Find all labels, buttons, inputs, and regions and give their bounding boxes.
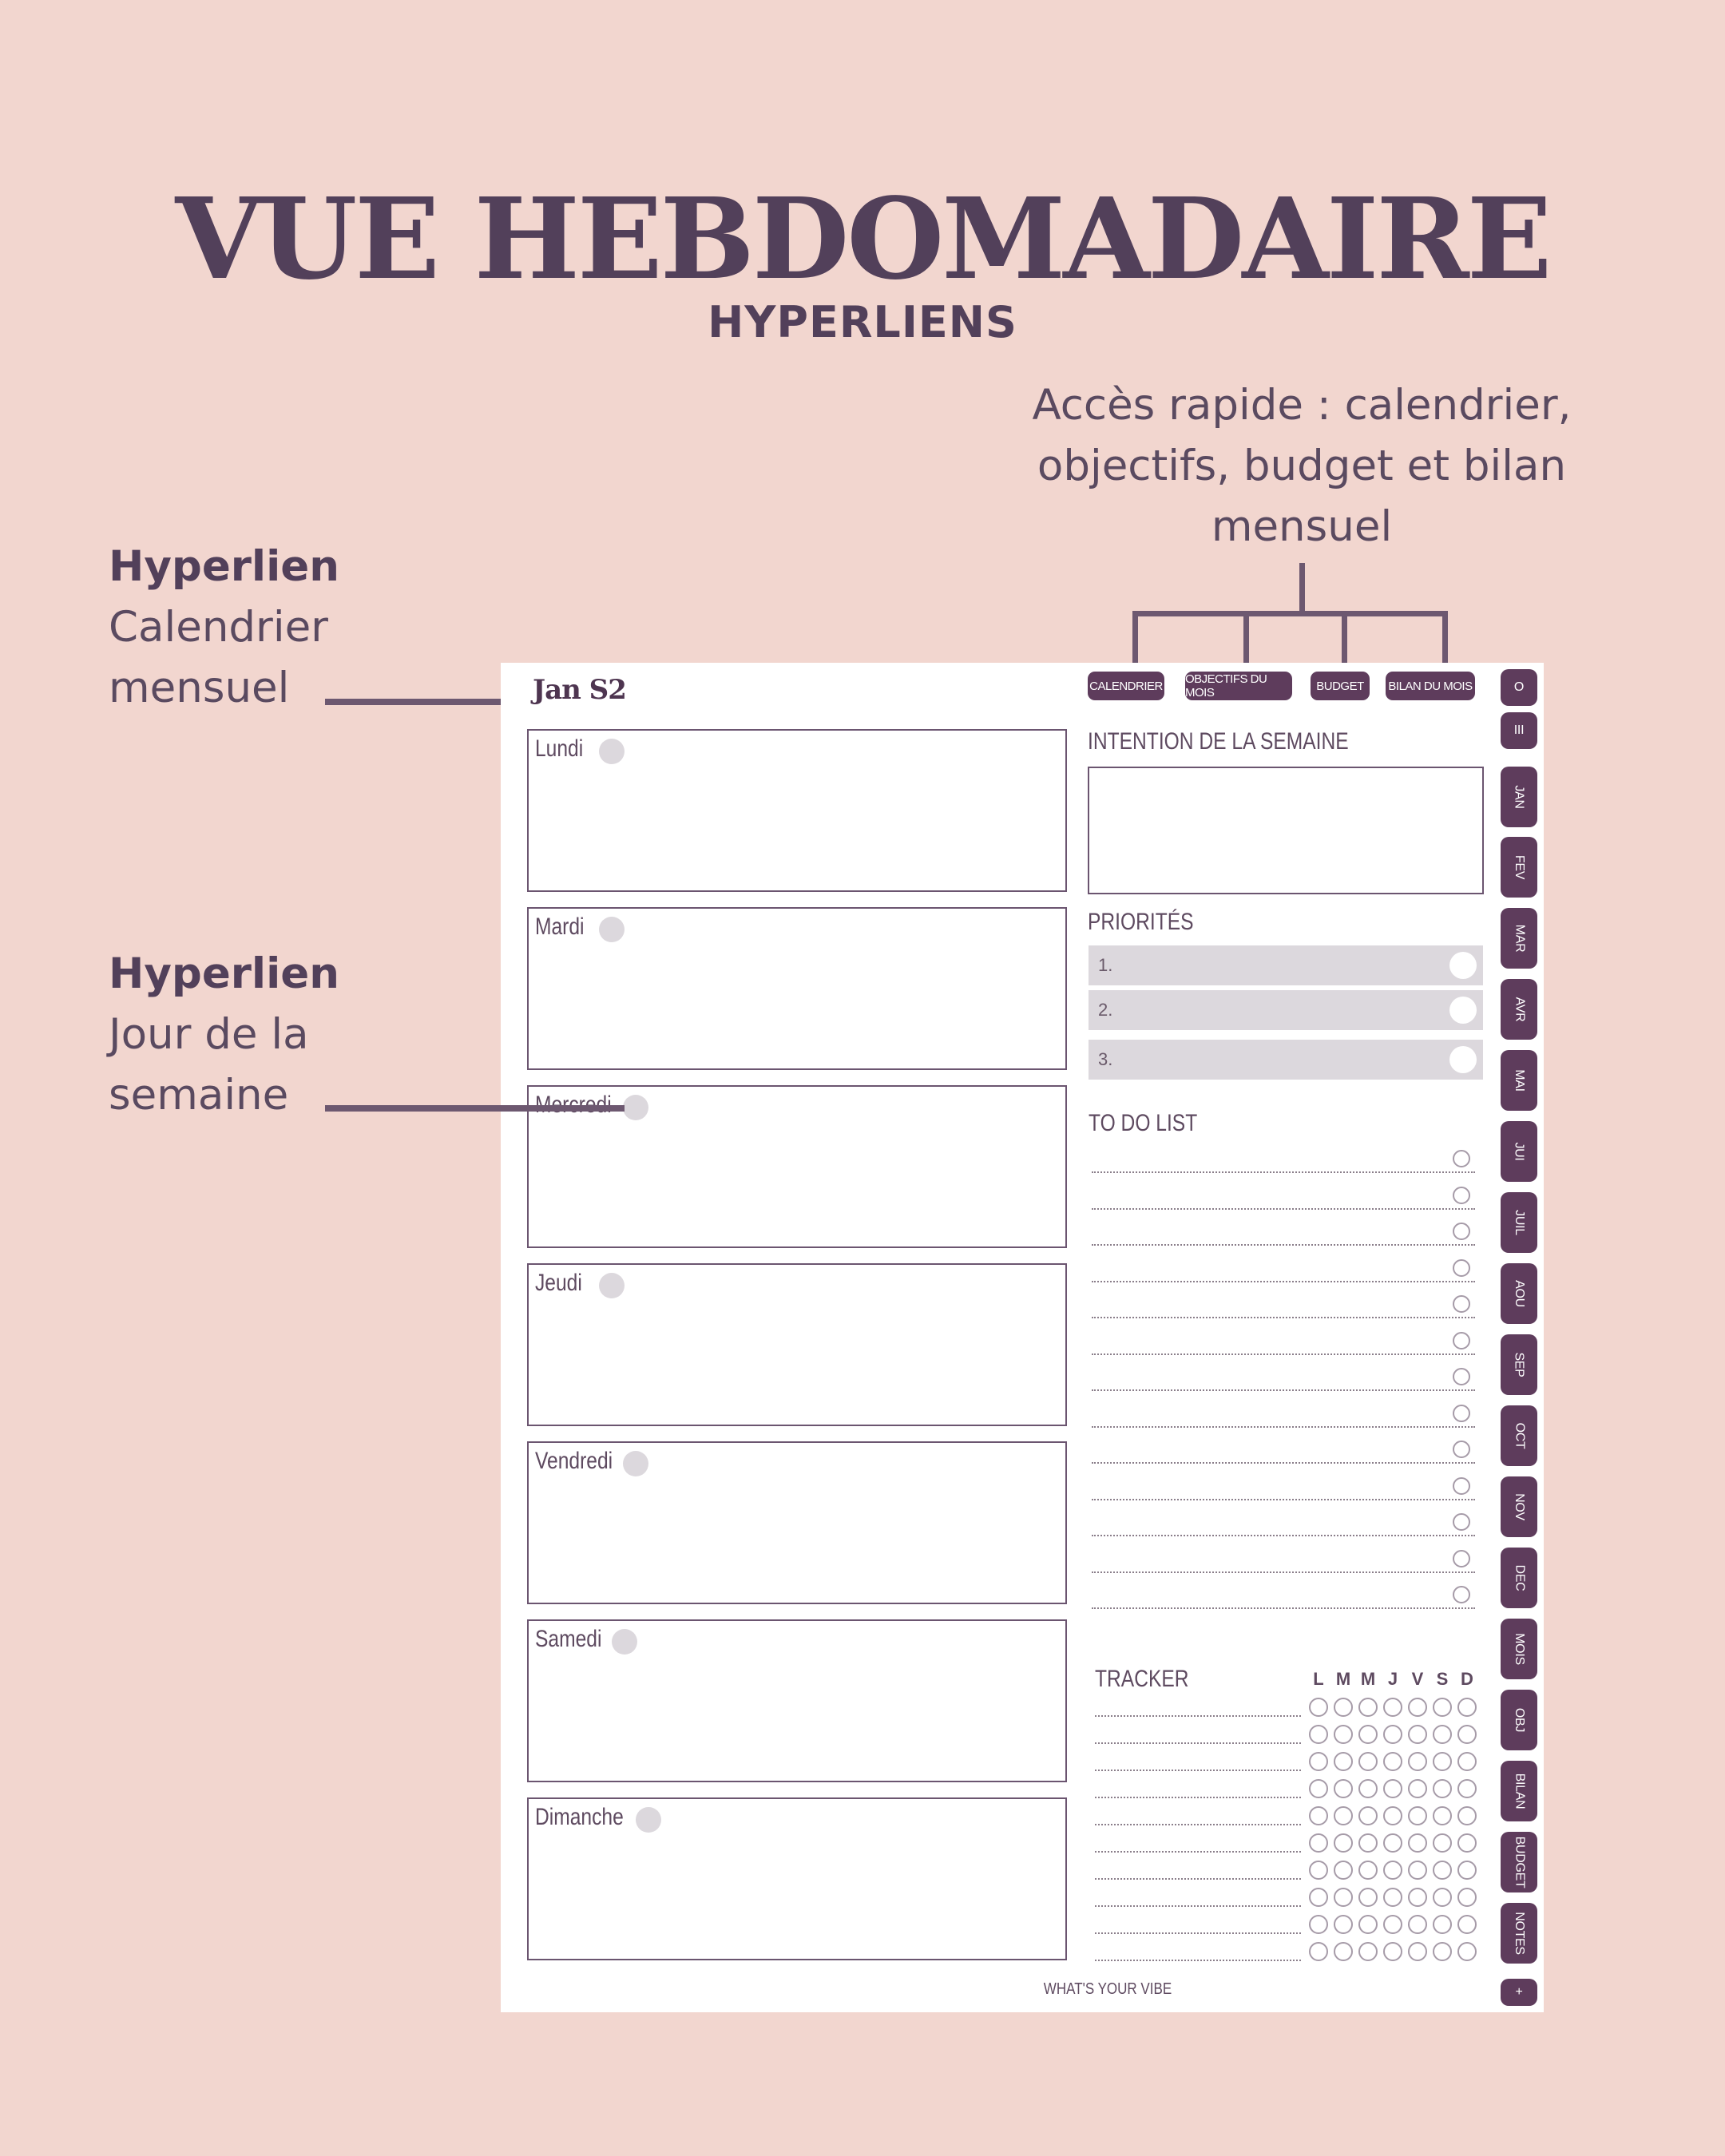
tracker-checkbox[interactable] (1309, 1915, 1328, 1934)
side-tab-label: FEV (1513, 854, 1526, 880)
day-status-dot[interactable] (636, 1807, 661, 1833)
tracker-checkbox[interactable] (1358, 1888, 1378, 1907)
day-link-line-2: semaine (109, 1071, 289, 1120)
tracker-checkbox[interactable] (1334, 1942, 1353, 1961)
side-tab-label: MOIS (1512, 1633, 1526, 1665)
calendar-link-annotation (109, 537, 524, 719)
intention-label: INTENTION DE LA SEMAINE (1088, 728, 1349, 755)
day-label-jeudi[interactable]: Jeudi (535, 1270, 582, 1296)
tracker-checkbox[interactable] (1309, 1942, 1328, 1961)
tracker-checkbox[interactable] (1457, 1698, 1477, 1717)
todo-label: TO DO LIST (1089, 1110, 1198, 1136)
tracker-day-j: J (1387, 1669, 1398, 1689)
tracker-checkbox[interactable] (1358, 1752, 1378, 1771)
tracker-checkbox[interactable] (1457, 1833, 1477, 1853)
quick-access-line-2: objectifs, budget et bilan (1037, 442, 1567, 490)
bracket-bar (1132, 611, 1448, 616)
tracker-checkbox[interactable] (1383, 1698, 1402, 1717)
side-tab-label: BILAN (1513, 1773, 1526, 1809)
tracker-day-s: S (1436, 1669, 1449, 1689)
todo-line[interactable] (1092, 1462, 1475, 1464)
side-tab-notes[interactable] (1501, 1903, 1537, 1964)
tracker-checkbox[interactable] (1309, 1888, 1328, 1907)
page-subtitle: HYPERLIENS (708, 297, 1017, 347)
tracker-checkbox[interactable] (1383, 1806, 1402, 1825)
day-label-dimanche[interactable]: Dimanche (535, 1804, 624, 1830)
todo-line[interactable] (1092, 1571, 1475, 1573)
tracker-checkbox[interactable] (1408, 1806, 1427, 1825)
day-label-vendredi[interactable]: Vendredi (535, 1448, 613, 1474)
side-tab-oct[interactable] (1501, 1405, 1537, 1466)
side-tab-label: JUI (1512, 1142, 1526, 1161)
priorities-label: PRIORITÉS (1088, 909, 1194, 935)
tracker-checkbox[interactable] (1457, 1942, 1477, 1961)
day-box-vendredi[interactable] (527, 1441, 1067, 1604)
tracker-checkbox[interactable] (1408, 1942, 1427, 1961)
side-tab-budget[interactable] (1501, 1832, 1537, 1892)
bracket-drop-calendrier (1132, 611, 1138, 667)
tracker-checkbox[interactable] (1334, 1698, 1353, 1717)
tracker-checkbox[interactable] (1383, 1915, 1402, 1934)
todo-checkbox[interactable] (1453, 1368, 1470, 1385)
day-status-dot[interactable] (623, 1095, 648, 1120)
day-label-samedi[interactable]: Samedi (535, 1626, 602, 1652)
bracket-stem (1299, 563, 1305, 613)
side-tab-add[interactable] (1501, 1979, 1537, 2006)
day-label-mardi[interactable]: Mardi (535, 914, 585, 940)
priority-number: 2. (1098, 1000, 1113, 1020)
tracker-checkbox[interactable] (1408, 1779, 1427, 1798)
side-tab-jan[interactable] (1501, 767, 1537, 827)
side-tab-iii[interactable] (1501, 712, 1537, 749)
todo-line[interactable] (1092, 1244, 1475, 1246)
todo-checkbox[interactable] (1453, 1513, 1470, 1531)
tracker-habit-line[interactable] (1095, 1878, 1301, 1880)
priority-row[interactable] (1089, 945, 1483, 985)
tracker-checkbox[interactable] (1433, 1915, 1452, 1934)
tracker-checkbox[interactable] (1433, 1698, 1452, 1717)
todo-checkbox[interactable] (1453, 1295, 1470, 1313)
todo-checkbox[interactable] (1453, 1550, 1470, 1567)
todo-checkbox[interactable] (1453, 1150, 1470, 1167)
tracker-day-l: L (1313, 1669, 1324, 1689)
day-status-dot[interactable] (599, 917, 625, 942)
tracker-checkbox[interactable] (1309, 1752, 1328, 1771)
todo-line[interactable] (1092, 1317, 1475, 1318)
tracker-checkbox[interactable] (1457, 1725, 1477, 1744)
side-tab-label: O (1513, 680, 1525, 694)
priority-number: 1. (1098, 955, 1113, 975)
day-status-dot[interactable] (612, 1629, 637, 1655)
todo-line[interactable] (1092, 1208, 1475, 1210)
todo-line[interactable] (1092, 1535, 1475, 1536)
tracker-checkbox[interactable] (1358, 1779, 1378, 1798)
calendar-link-title: Hyperlien (109, 542, 339, 591)
priority-row[interactable] (1089, 990, 1483, 1030)
tracker-habit-line[interactable] (1095, 1960, 1301, 1961)
tracker-checkbox[interactable] (1358, 1806, 1378, 1825)
day-link-line-1: Jour de la (109, 1010, 309, 1059)
tracker-checkbox[interactable] (1408, 1861, 1427, 1880)
calendrier-button[interactable]: CALENDRIER (1088, 672, 1164, 700)
tracker-habit-line[interactable] (1095, 1824, 1301, 1825)
footer-brand: WHAT'S YOUR VIBE (1043, 1980, 1172, 1998)
todo-line[interactable] (1092, 1389, 1475, 1391)
side-tab-label: III (1513, 723, 1525, 737)
priority-checkbox[interactable] (1449, 1046, 1477, 1073)
side-tab-label: NOTES (1513, 1912, 1526, 1955)
tracker-day-v: V (1411, 1669, 1424, 1689)
day-status-dot[interactable] (623, 1451, 648, 1476)
tracker-day-m2: M (1360, 1669, 1376, 1689)
day-status-dot[interactable] (599, 1273, 625, 1298)
bracket-drop-bilan (1442, 611, 1448, 667)
todo-line[interactable] (1092, 1353, 1475, 1355)
side-tab-o[interactable] (1501, 669, 1537, 706)
side-tab-obj[interactable] (1501, 1690, 1537, 1750)
todo-checkbox[interactable] (1453, 1187, 1470, 1204)
tracker-day-m: M (1335, 1669, 1351, 1689)
tracker-checkbox[interactable] (1309, 1806, 1328, 1825)
weekly-planner-page (501, 663, 1544, 2012)
page-title: VUE HEBDOMADAIRE (175, 174, 1550, 305)
side-tab-nov[interactable] (1501, 1476, 1537, 1537)
tracker-checkbox[interactable] (1334, 1725, 1353, 1744)
side-tab-label: MAI (1512, 1069, 1526, 1092)
tracker-checkbox[interactable] (1408, 1752, 1427, 1771)
day-status-dot[interactable] (599, 739, 625, 764)
tracker-habit-line[interactable] (1095, 1742, 1301, 1744)
tracker-checkbox[interactable] (1383, 1888, 1402, 1907)
tracker-checkbox[interactable] (1358, 1915, 1378, 1934)
intention-field[interactable] (1088, 767, 1484, 894)
side-tab-sep[interactable] (1501, 1334, 1537, 1395)
day-link-title: Hyperlien (109, 949, 339, 998)
tracker-checkbox[interactable] (1309, 1779, 1328, 1798)
tracker-checkbox[interactable] (1309, 1698, 1328, 1717)
side-tab-label: AVR (1513, 997, 1526, 1022)
day-box-lundi[interactable] (527, 729, 1067, 892)
day-box-mardi[interactable] (527, 907, 1067, 1070)
tracker-checkbox[interactable] (1408, 1888, 1427, 1907)
side-tab-label: JAN (1512, 785, 1526, 809)
tracker-checkbox[interactable] (1433, 1779, 1452, 1798)
tracker-checkbox[interactable] (1383, 1861, 1402, 1880)
tracker-checkbox[interactable] (1433, 1752, 1452, 1771)
tracker-checkbox[interactable] (1457, 1888, 1477, 1907)
tracker-checkbox[interactable] (1334, 1806, 1353, 1825)
tracker-habit-line[interactable] (1095, 1932, 1301, 1934)
todo-line[interactable] (1092, 1607, 1475, 1609)
tracker-checkbox[interactable] (1433, 1725, 1452, 1744)
tracker-checkbox[interactable] (1433, 1861, 1452, 1880)
day-label-lundi[interactable]: Lundi (535, 735, 584, 762)
priority-row[interactable] (1089, 1040, 1483, 1080)
day-link-annotation (109, 944, 524, 1126)
side-tab-dec[interactable] (1501, 1548, 1537, 1608)
priority-checkbox[interactable] (1449, 997, 1477, 1024)
side-tab-avr[interactable] (1501, 979, 1537, 1040)
tracker-checkbox[interactable] (1383, 1942, 1402, 1961)
tracker-checkbox[interactable] (1408, 1833, 1427, 1853)
side-tab-aou[interactable] (1501, 1263, 1537, 1324)
side-tab-mar[interactable] (1501, 908, 1537, 969)
day-box-dimanche[interactable] (527, 1797, 1067, 1960)
objectifs-du-mois-button[interactable]: OBJECTIFS DU MOIS (1185, 672, 1292, 700)
side-tab-jui[interactable] (1501, 1121, 1537, 1182)
tracker-checkbox[interactable] (1383, 1725, 1402, 1744)
tracker-checkbox[interactable] (1457, 1752, 1477, 1771)
day-box-jeudi[interactable] (527, 1263, 1067, 1426)
todo-line[interactable] (1092, 1171, 1475, 1173)
side-tab-label: JUIL (1512, 1210, 1526, 1235)
side-tab-label: OBJ (1513, 1707, 1526, 1733)
tracker-checkbox[interactable] (1334, 1779, 1353, 1798)
quick-access-annotation (982, 375, 1621, 557)
tracker-checkbox[interactable] (1433, 1806, 1452, 1825)
quick-access-line-1: Accès rapide : calendrier, (1032, 381, 1572, 430)
priority-checkbox[interactable] (1449, 952, 1477, 979)
side-tab-label: MAR (1513, 924, 1526, 953)
tracker-checkbox[interactable] (1383, 1779, 1402, 1798)
calendar-link-line-1: Calendrier (109, 603, 328, 652)
todo-line[interactable] (1092, 1281, 1475, 1282)
tracker-habit-line[interactable] (1095, 1851, 1301, 1853)
tracker-checkbox[interactable] (1358, 1698, 1378, 1717)
side-tab-label: SEP (1513, 1352, 1526, 1377)
tracker-habit-line[interactable] (1095, 1770, 1301, 1771)
tracker-checkbox[interactable] (1457, 1861, 1477, 1880)
side-tab-label: NOV (1513, 1493, 1526, 1520)
tracker-checkbox[interactable] (1309, 1833, 1328, 1853)
tracker-checkbox[interactable] (1309, 1861, 1328, 1880)
side-tab-bilan[interactable] (1501, 1761, 1537, 1821)
tracker-checkbox[interactable] (1334, 1752, 1353, 1771)
side-tab-label: OCT (1513, 1422, 1526, 1449)
todo-checkbox[interactable] (1453, 1477, 1470, 1495)
tracker-checkbox[interactable] (1433, 1888, 1452, 1907)
tracker-habit-line[interactable] (1095, 1905, 1301, 1907)
tracker-checkbox[interactable] (1334, 1888, 1353, 1907)
tracker-checkbox[interactable] (1383, 1833, 1402, 1853)
todo-line[interactable] (1092, 1426, 1475, 1428)
tracker-checkbox[interactable] (1358, 1725, 1378, 1744)
tracker-checkbox[interactable] (1358, 1861, 1378, 1880)
todo-checkbox[interactable] (1453, 1259, 1470, 1277)
todo-checkbox[interactable] (1453, 1405, 1470, 1422)
todo-checkbox[interactable] (1453, 1223, 1470, 1240)
tracker-checkbox[interactable] (1408, 1915, 1427, 1934)
tracker-checkbox[interactable] (1334, 1861, 1353, 1880)
quick-access-line-3: mensuel (1211, 502, 1393, 551)
side-tab-label: AOU (1513, 1280, 1526, 1307)
todo-checkbox[interactable] (1453, 1332, 1470, 1349)
budget-button[interactable]: BUDGET (1311, 672, 1370, 700)
tracker-checkbox[interactable] (1383, 1752, 1402, 1771)
todo-checkbox[interactable] (1453, 1586, 1470, 1603)
todo-line[interactable] (1092, 1499, 1475, 1500)
tracker-checkbox[interactable] (1334, 1833, 1353, 1853)
tracker-checkbox[interactable] (1457, 1779, 1477, 1798)
tracker-checkbox[interactable] (1334, 1915, 1353, 1934)
tracker-checkbox[interactable] (1358, 1833, 1378, 1853)
tracker-checkbox[interactable] (1309, 1725, 1328, 1744)
tracker-label: TRACKER (1095, 1666, 1189, 1692)
tracker-checkbox[interactable] (1408, 1725, 1427, 1744)
tracker-checkbox[interactable] (1358, 1942, 1378, 1961)
day-box-samedi[interactable] (527, 1619, 1067, 1782)
bracket-drop-objectifs (1243, 611, 1249, 667)
side-tab-label: + (1515, 1985, 1523, 1999)
side-tab-label: BUDGET (1513, 1836, 1526, 1888)
side-tab-label: DEC (1512, 1564, 1526, 1591)
tracker-checkbox[interactable] (1433, 1942, 1452, 1961)
tracker-checkbox[interactable] (1408, 1698, 1427, 1717)
bracket-drop-budget (1342, 611, 1347, 667)
tracker-habit-line[interactable] (1095, 1797, 1301, 1798)
tracker-checkbox[interactable] (1433, 1833, 1452, 1853)
priority-number: 3. (1098, 1049, 1113, 1069)
side-tab-mois[interactable] (1501, 1619, 1537, 1679)
tracker-habit-line[interactable] (1095, 1715, 1301, 1717)
side-tab-juil[interactable] (1501, 1192, 1537, 1253)
todo-checkbox[interactable] (1453, 1441, 1470, 1458)
day-link-pointer (325, 1105, 625, 1112)
tracker-checkbox[interactable] (1457, 1806, 1477, 1825)
bilan-du-mois-button[interactable]: BILAN DU MOIS (1386, 672, 1475, 700)
week-title-link[interactable]: Jan S2 (533, 674, 626, 706)
tracker-day-d: D (1461, 1669, 1473, 1689)
calendar-link-line-2: mensuel (109, 664, 290, 712)
tracker-checkbox[interactable] (1457, 1915, 1477, 1934)
side-tab-mai[interactable] (1501, 1050, 1537, 1111)
side-tab-fev[interactable] (1501, 837, 1537, 898)
